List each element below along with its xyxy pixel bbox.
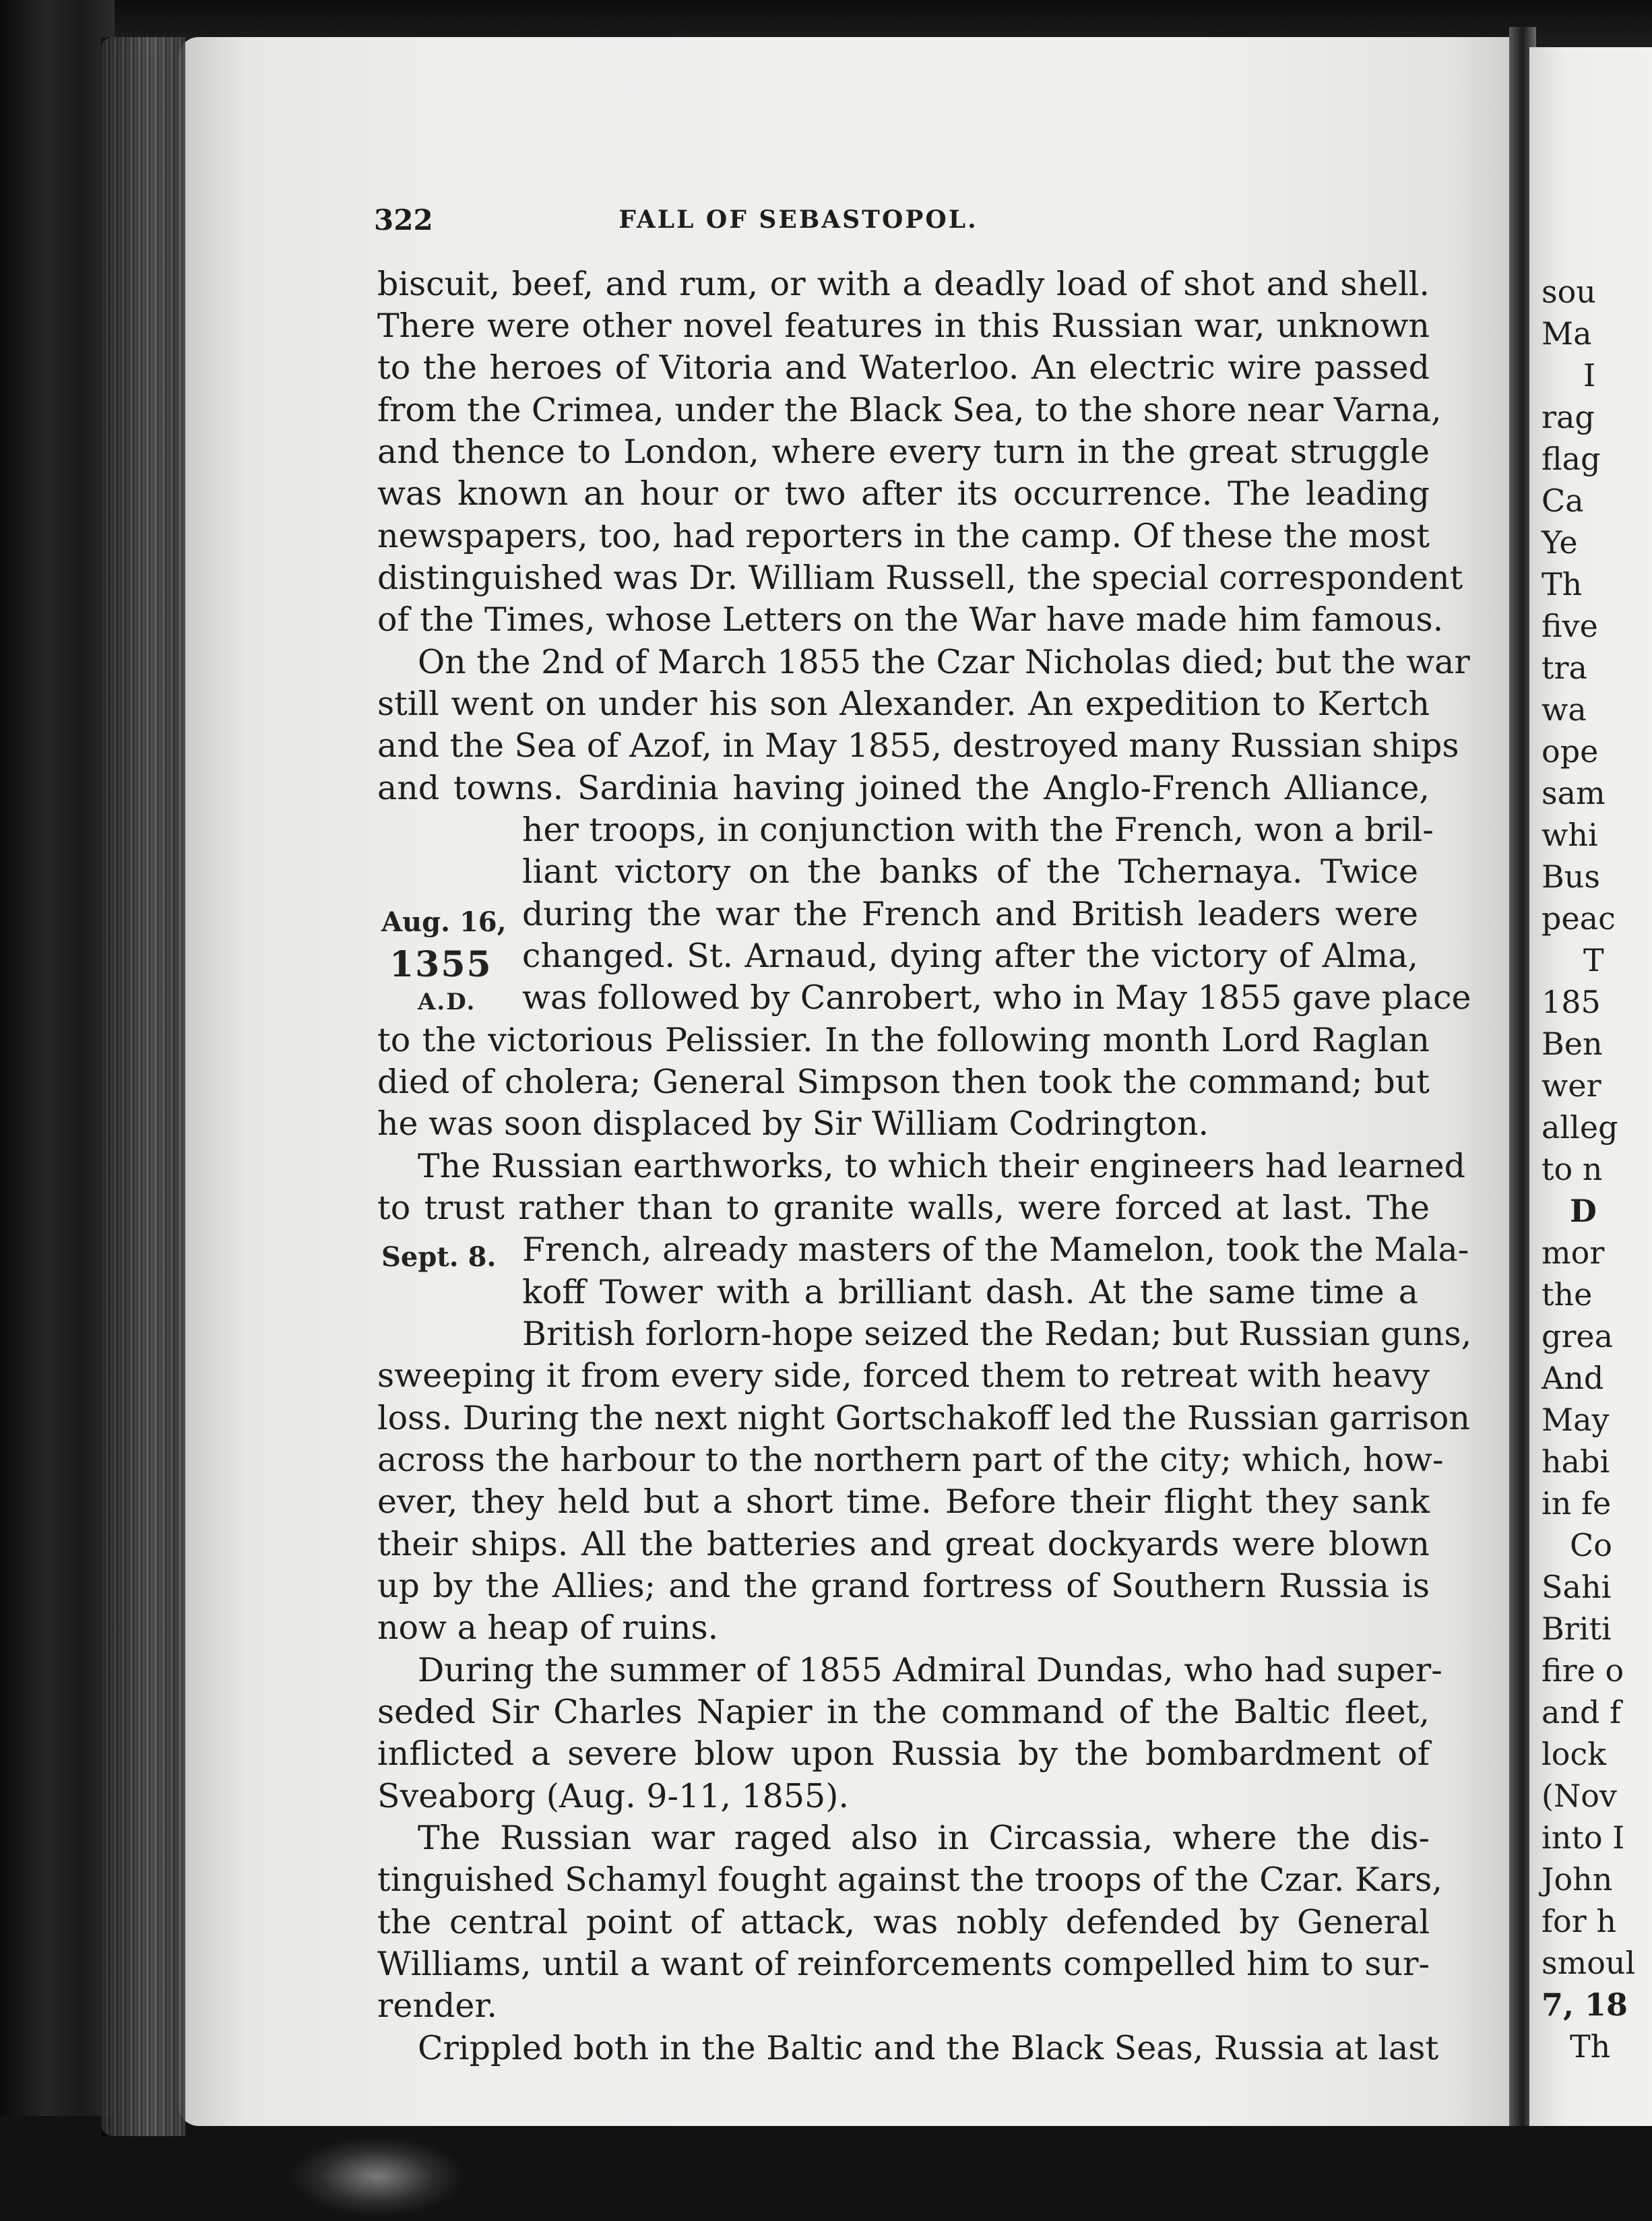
facing-page-fragment: wa — [1542, 691, 1587, 728]
facing-page-fragment: Ben — [1542, 1026, 1603, 1062]
body-line: he was soon displaced by Sir William Codrington. — [377, 1104, 1209, 1143]
body-line: and towns. Sardinia having joined the Anglo-French Alliance, — [377, 769, 1430, 807]
facing-page-fragment: sam — [1542, 775, 1606, 811]
body-line: Williams, until a want of reinforcements compelled him to sur- — [377, 1945, 1430, 1983]
body-line: to the victorious Pelissier. In the following month Lord Raglan — [377, 1021, 1430, 1059]
facing-page-fragment: for h — [1542, 1903, 1616, 1939]
body-line: loss. During the next night Gortschakoff led the Russian garrison — [377, 1399, 1470, 1437]
facing-page-fragment: Ye — [1542, 524, 1578, 561]
body-line: across the harbour to the northern part of the city; which, how- — [377, 1441, 1444, 1479]
facing-page-fragment: Bus — [1542, 858, 1601, 895]
body-line: and thence to London, where every turn in the great struggle — [377, 433, 1430, 471]
running-title: FALL OF SEBASTOPOL. — [618, 206, 978, 234]
facing-page-fragment: alleg — [1542, 1109, 1618, 1146]
facing-page — [1529, 47, 1652, 2126]
facing-page-fragment: wer — [1542, 1067, 1601, 1104]
body-line: died of cholera; General Simpson then took the command; but — [377, 1063, 1430, 1101]
body-line: was followed by Canrobert, who in May 1855 gave place — [522, 978, 1471, 1017]
body-line: Sveaborg (Aug. 9-11, 1855). — [377, 1777, 849, 1815]
facing-page-fragment: Briti — [1542, 1610, 1612, 1647]
facing-page-fragment: in fe — [1542, 1485, 1612, 1522]
body-line: koff Tower with a brilliant dash. At the same time a — [522, 1273, 1418, 1311]
body-line: now a heap of ruins. — [377, 1608, 719, 1647]
body-line: their ships. All the batteries and great dockyards were blown — [377, 1525, 1430, 1563]
facing-page-fragment: T — [1583, 942, 1604, 978]
facing-page-fragment: into I — [1542, 1819, 1625, 1856]
book-spine — [0, 0, 115, 2221]
margin-note-aug-era: A.D. — [418, 989, 476, 1015]
body-line: her troops, in conjunction with the French, won a bril- — [522, 811, 1434, 849]
facing-page-fragment: 185 — [1542, 984, 1601, 1020]
scan-smudge — [290, 2136, 465, 2217]
facing-page-fragment: the — [1542, 1276, 1593, 1313]
facing-page-fragment: flag — [1542, 441, 1601, 477]
facing-page-fragment: (Nov — [1542, 1778, 1617, 1814]
scan-bottom-background — [0, 2116, 1652, 2221]
facing-page-fragment: D — [1570, 1193, 1597, 1229]
facing-page-fragment: Th — [1570, 2028, 1611, 2065]
body-line: sweeping it from every side, forced them to retreat with heavy — [377, 1356, 1430, 1395]
body-line: On the 2nd of March 1855 the Czar Nicholas died; but the war — [418, 643, 1470, 681]
page-number: 322 — [374, 204, 433, 237]
body-line: render. — [377, 1987, 497, 2025]
facing-page-fragment: ope — [1542, 733, 1599, 770]
facing-page-fragment: Sahi — [1542, 1569, 1612, 1605]
body-line: the central point of attack, was nobly defended by General — [377, 1903, 1430, 1941]
facing-page-fragment: Co — [1570, 1527, 1612, 1563]
facing-page-fragment: smoul — [1542, 1945, 1636, 1981]
body-line: British forlorn-hope seized the Redan; but Russian guns, — [522, 1315, 1472, 1353]
facing-page-fragment: peac — [1542, 900, 1616, 937]
body-line: There were other novel features in this Russian war, unknown — [377, 307, 1430, 345]
facing-page-fragment: rag — [1542, 399, 1595, 435]
body-line: Crippled both in the Baltic and the Black Seas, Russia at last — [418, 2029, 1439, 2067]
facing-page-fragment: Th — [1542, 566, 1583, 602]
body-line: still went on under his son Alexander. An expedition to Kertch — [377, 685, 1430, 723]
body-line: During the summer of 1855 Admiral Dundas, who had super- — [418, 1651, 1442, 1689]
facing-page-fragment: to n — [1542, 1151, 1603, 1187]
body-line: from the Crimea, under the Black Sea, to the shore near Varna, — [377, 391, 1442, 429]
body-line: during the war the French and British leaders were — [522, 895, 1418, 933]
body-line: distinguished was Dr. William Russell, the special correspondent — [377, 559, 1463, 597]
body-line: changed. St. Arnaud, dying after the victory of Alma, — [522, 937, 1418, 975]
body-line: newspapers, too, had reporters in the camp. Of these the most — [377, 517, 1430, 555]
margin-note-aug-year: 1355 — [389, 944, 493, 985]
body-line: seded Sir Charles Napier in the command of the Baltic fleet, — [377, 1693, 1430, 1731]
body-line: of the Times, whose Letters on the War have made him famous. — [377, 600, 1444, 639]
facing-page-fragment: And — [1542, 1360, 1604, 1396]
facing-page-fragment: whi — [1542, 817, 1598, 853]
facing-page-fragment: May — [1542, 1402, 1610, 1438]
facing-page-fragment: grea — [1542, 1318, 1614, 1354]
facing-page-fragment: 7, 18 — [1542, 1987, 1628, 2023]
body-line: inflicted a severe blow upon Russia by the bombardment of — [377, 1734, 1430, 1773]
page-fore-edge — [101, 37, 185, 2136]
body-line: up by the Allies; and the grand fortress of Southern Russia is — [377, 1567, 1430, 1605]
body-line: to the heroes of Vitoria and Waterloo. An electric wire passed — [377, 348, 1430, 387]
body-line: tinguished Schamyl fought against the troops of the Czar. Kars, — [377, 1860, 1442, 1899]
facing-page-fragment: Ca — [1542, 482, 1584, 519]
body-line: The Russian earthworks, to which their engineers had learned — [418, 1147, 1465, 1185]
margin-note-aug-date: Aug. 16, — [381, 906, 507, 938]
facing-page-fragment: five — [1542, 608, 1598, 644]
body-line: was known an hour or two after its occurrence. The leading — [377, 474, 1430, 513]
body-line: biscuit, beef, and rum, or with a deadly load of shot and shell. — [377, 265, 1430, 303]
facing-page-fragment: fire o — [1542, 1652, 1624, 1689]
body-line: liant victory on the banks of the Tchernaya. Twice — [522, 852, 1418, 891]
facing-page-fragment: sou — [1542, 274, 1596, 310]
margin-note-sept-date: Sept. 8. — [381, 1241, 497, 1273]
body-line: ever, they held but a short time. Before their flight they sank — [377, 1482, 1430, 1521]
facing-page-fragment: John — [1542, 1861, 1613, 1898]
facing-page-fragment: mor — [1542, 1234, 1605, 1271]
facing-page-fragment: I — [1583, 357, 1596, 394]
facing-page-fragment: tra — [1542, 650, 1587, 686]
facing-page-fragment: Ma — [1542, 315, 1592, 352]
body-line: and the Sea of Azof, in May 1855, destroyed many Russian ships — [377, 726, 1459, 765]
facing-page-fragment: lock — [1542, 1736, 1607, 1772]
facing-page-fragment: habi — [1542, 1443, 1610, 1480]
body-line: French, already masters of the Mamelon, took the Mala- — [522, 1230, 1469, 1269]
facing-page-fragment: and f — [1542, 1694, 1622, 1730]
body-line: to trust rather than to granite walls, were forced at last. The — [377, 1189, 1430, 1227]
body-line: The Russian war raged also in Circassia, where the dis- — [418, 1819, 1430, 1857]
